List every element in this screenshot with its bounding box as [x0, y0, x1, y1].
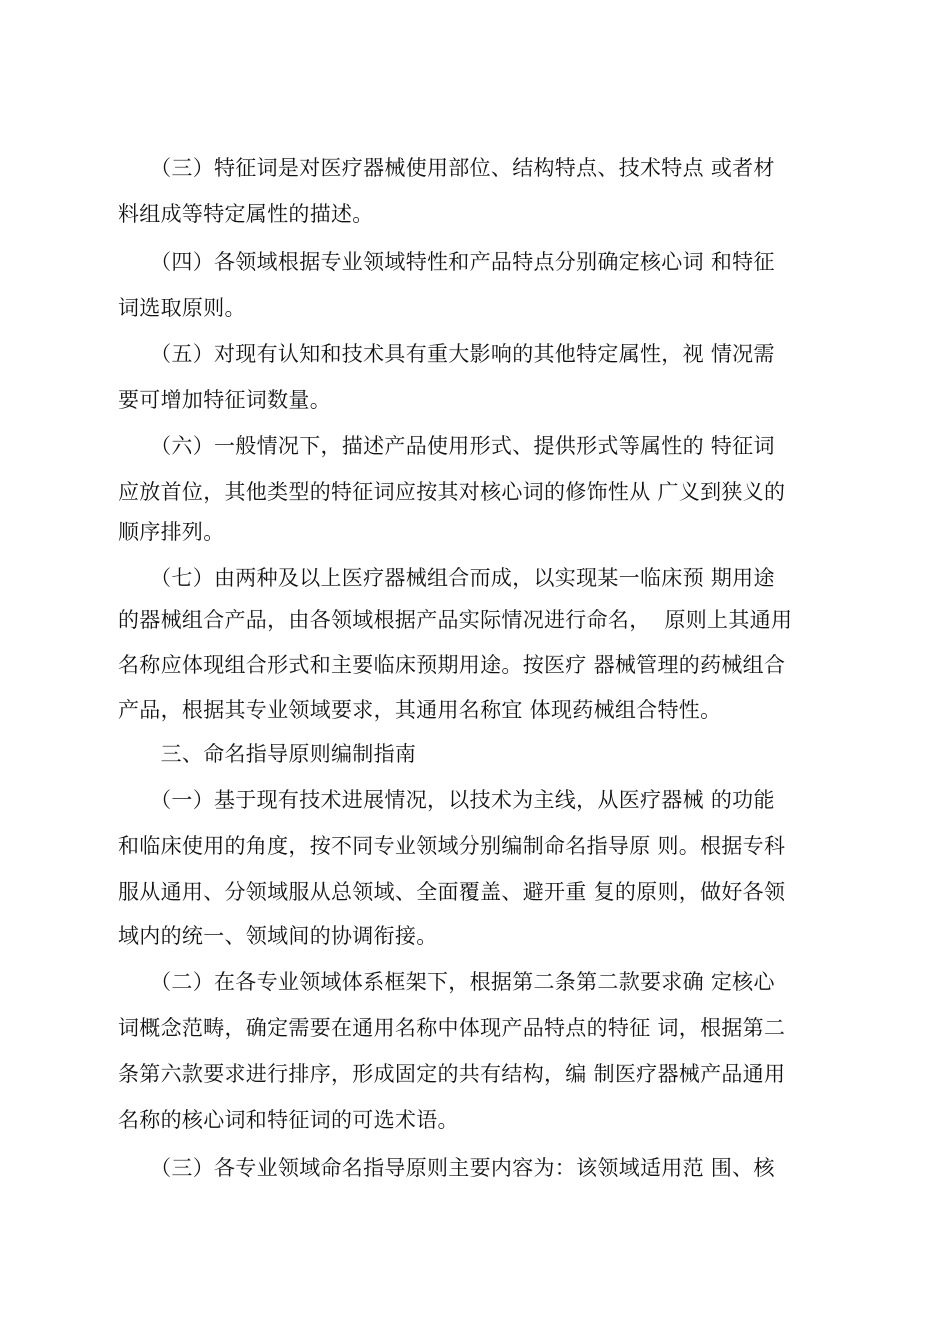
- text-line: 和临床使用的角度，按不同专业领域分别编制命名指导原 则。根据专科: [118, 834, 786, 858]
- text-line: （四）各领域根据专业领域特性和产品特点分别确定核心词 和特征: [118, 250, 775, 274]
- text-line: 服从通用、分领域服从总领域、全面覆盖、避开重 复的原则，做好各领: [118, 880, 786, 904]
- text-line: 域内的统一、领域间的协调衔接。: [118, 924, 438, 948]
- text-line: （六）一般情况下，描述产品使用形式、提供形式等属性的 特征词: [118, 434, 775, 458]
- text-line: 词概念范畴，确定需要在通用名称中体现产品特点的特征 词，根据第二: [118, 1016, 786, 1040]
- text-line: （五）对现有认知和技术具有重大影响的其他特定属性，视 情况需: [118, 342, 775, 366]
- text-line: （二）在各专业领域体系框架下，根据第二条第二款要求确 定核心: [118, 970, 775, 994]
- text-line: 应放首位，其他类型的特征词应按其对核心词的修饰性从 广义到狭义的: [118, 480, 786, 504]
- text-line: 要可增加特征词数量。: [118, 388, 331, 412]
- text-line: 名称应体现组合形式和主要临床预期用途。按医疗 器械管理的药械组合: [118, 653, 786, 677]
- text-line: （七）由两种及以上医疗器械组合而成，以实现某一临床预 期用途: [118, 566, 775, 590]
- text-line: 名称的核心词和特征词的可选术语。: [118, 1108, 459, 1132]
- text-line: （三）各专业领域命名指导原则主要内容为：该领域适用范 围、核: [118, 1156, 775, 1180]
- section-heading: 三、命名指导原则编制指南: [118, 742, 417, 766]
- text-line: 顺序排列。: [118, 520, 225, 544]
- text-line: （一）基于现有技术进展情况，以技术为主线，从医疗器械 的功能: [118, 788, 775, 812]
- text-line: 产品，根据其专业领域要求，其通用名称宜 体现药械组合特性。: [118, 698, 722, 722]
- text-line: 词选取原则。: [118, 296, 246, 320]
- text-line: （三）特征词是对医疗器械使用部位、结构特点、技术特点 或者材: [118, 156, 775, 180]
- text-line: 的器械组合产品，由各领域根据产品实际情况进行命名， 原则上其通用: [118, 608, 793, 632]
- text-line: 条第六款要求进行排序，形成固定的共有结构，编 制医疗器械产品通用: [118, 1062, 786, 1086]
- text-line: 料组成等特定属性的描述。: [118, 202, 374, 226]
